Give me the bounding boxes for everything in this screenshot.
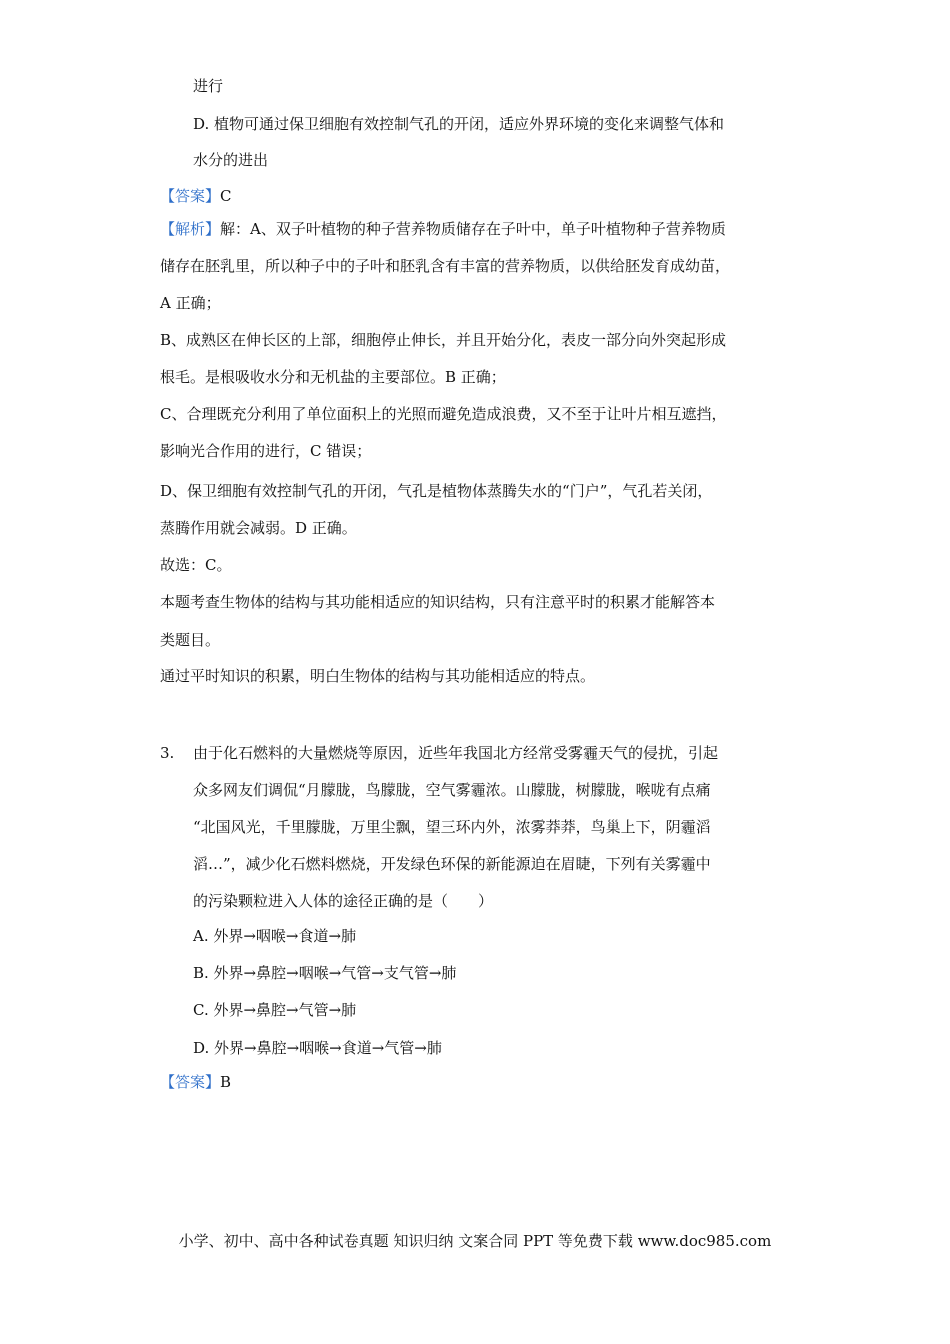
- analysis-line-10: 故选：C。: [160, 556, 232, 574]
- footer-watermark-text: 小学、初中、高中各种试卷真题 知识归纳 文案合同 PPT 等免费下载 www.doc985.com: [178, 1232, 772, 1250]
- question-3-stem-2: 众多网友们调侃“月朦胧，鸟朦胧，空气雾霾浓。山朦胧，树朦胧，喉咙有点痛: [193, 781, 711, 799]
- question-3-option-c: C. 外界→鼻腔→气管→肺: [193, 1001, 357, 1019]
- answer-line-q2: [160, 186, 232, 206]
- analysis-tag: 【解析】: [160, 220, 221, 238]
- analysis-line-2: 储存在胚乳里，所以种子中的子叶和胚乳含有丰富的营养物质，以供给胚发育成幼苗，: [160, 257, 731, 275]
- analysis-line-1: [160, 219, 726, 239]
- option-d-line-2: 水分的进出: [193, 151, 269, 169]
- question-3-option-b: B. 外界→鼻腔→咽喉→气管→支气管→肺: [193, 964, 457, 982]
- analysis-line-4: B、成熟区在伸长区的上部，细胞停止伸长，并且开始分化，表皮一部分向外突起形成: [160, 331, 727, 349]
- analysis-line-11: 本题考查生物体的结构与其功能相适应的知识结构，只有注意平时的积累才能解答本: [160, 593, 716, 611]
- question-3-option-d: D. 外界→鼻腔→咽喉→食道→气管→肺: [193, 1039, 442, 1057]
- analysis-line-9: 蒸腾作用就会减弱。D 正确。: [160, 519, 357, 537]
- question-3-option-a: A. 外界→咽喉→食道→肺: [193, 927, 357, 945]
- answer-tag: 【答案】: [160, 187, 221, 205]
- question-3-stem-3: “北国风光，千里朦胧，万里尘飘，望三环内外，浓雾莽莽，鸟巢上下，阴霾滔: [193, 818, 711, 836]
- analysis-line-6: C、合理既充分利用了单位面积上的光照而避免造成浪费，又不至于让叶片相互遮挡，: [160, 405, 727, 423]
- analysis-line-13: 通过平时知识的积累，明白生物体的结构与其功能相适应的特点。: [160, 667, 596, 685]
- analysis-line-3: A 正确；: [160, 294, 221, 312]
- option-d-line-1: D. 植物可通过保卫细胞有效控制气孔的开闭，适应外界环境的变化来调整气体和: [193, 115, 725, 133]
- analysis-line-5: 根毛。是根吸收水分和无机盐的主要部位。B 正确；: [160, 368, 506, 386]
- question-3-stem-5: 的污染颗粒进入人体的途径正确的是（ ）: [193, 892, 494, 910]
- answer-value: C: [220, 187, 232, 205]
- question-3-stem-4: 滔…”，减少化石燃料燃烧，开发绿色环保的新能源迫在眉睫，下列有关雾霾中: [193, 855, 711, 873]
- question-3-number: 3.: [160, 744, 175, 762]
- option-c-continuation: 进行: [193, 77, 224, 95]
- answer-value: B: [220, 1073, 232, 1091]
- answer-line-q3: [160, 1072, 231, 1092]
- analysis-line-7: 影响光合作用的进行，C 错误；: [160, 442, 372, 460]
- analysis-line-8: D、保卫细胞有效控制气孔的开闭，气孔是植物体蒸腾失水的“门户”，气孔若关闭，: [160, 482, 713, 500]
- analysis-line-12: 类题目。: [160, 631, 221, 649]
- answer-tag: 【答案】: [160, 1073, 221, 1091]
- analysis-text: 解：A、双子叶植物的种子营养物质储存在子叶中，单子叶植物种子营养物质: [220, 220, 726, 238]
- question-3-stem-1: 由于化石燃料的大量燃烧等原因，近些年我国北方经常受雾霾天气的侵扰，引起: [193, 744, 719, 762]
